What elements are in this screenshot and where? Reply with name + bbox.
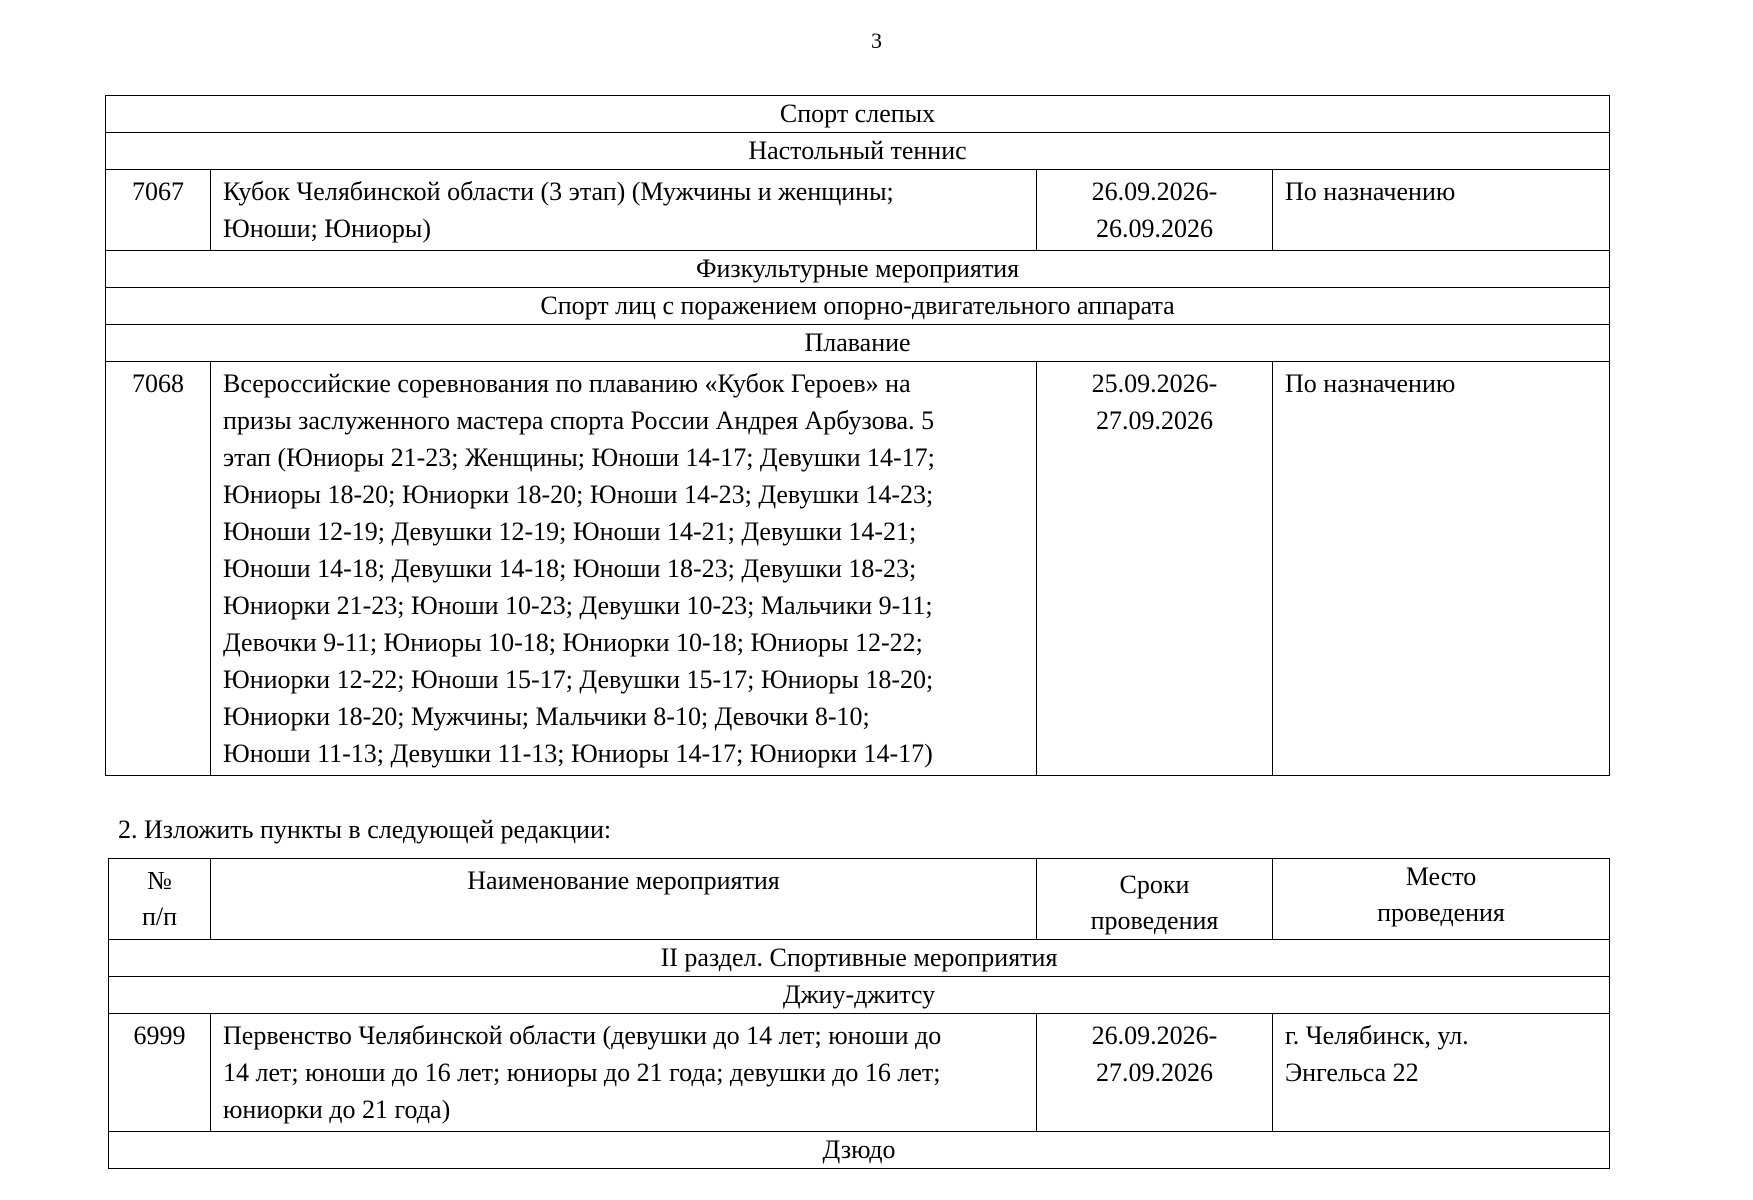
event-dates [1037, 170, 1273, 251]
event-name-line: Юниорки 12-22; Юноши 15-17; Девушки 15-17; Юниоры 18-20; [223, 665, 934, 694]
event-venue [1273, 170, 1610, 251]
events-table-amended [108, 858, 1610, 1169]
section-header: Настольный теннис [106, 133, 1610, 170]
event-name-line: 14 лет; юноши до 16 лет; юниоры до 21 года; девушки до 16 лет; [223, 1058, 941, 1087]
event-date-line: 26.09.2026- [1091, 1021, 1218, 1050]
section-header-row [106, 325, 1610, 362]
event-row [106, 170, 1610, 251]
event-name-line: Юноши 12-19; Девушки 12-19; Юноши 14-21; Девушки 14-21; [223, 517, 917, 546]
column-header-dates: Сроки проведения [1037, 859, 1273, 940]
event-name-line: Юниорки 21-23; Юноши 10-23; Девушки 10-23; Мальчики 9-11; [223, 591, 933, 620]
event-name-line: Юноши 14-18; Девушки 14-18; Юноши 18-23; Девушки 18-23; [223, 554, 917, 583]
section-header-row [109, 1132, 1610, 1169]
column-header-number: № п/п [109, 859, 211, 940]
event-dates [1037, 362, 1273, 776]
events-table-body [106, 96, 1610, 776]
event-number: 6999 [109, 1014, 211, 1132]
event-number: 7068 [106, 362, 211, 776]
event-venue-line: г. Челябинск, ул. [1285, 1021, 1469, 1050]
section-header-row [106, 288, 1610, 325]
event-venue [1273, 362, 1610, 776]
event-venue [1273, 1014, 1610, 1132]
event-date-line: 27.09.2026 [1096, 406, 1213, 435]
event-name-line: Первенство Челябинской области (девушки до 14 лет; юноши до [223, 1021, 942, 1050]
event-name-line: Всероссийские соревнования по плаванию «Кубок Героев» на [223, 369, 911, 398]
events-table-continued [105, 95, 1610, 776]
amendment-paragraph: 2. Изложить пункты в следующей редакции: [118, 815, 612, 844]
event-name [211, 362, 1037, 776]
event-row [106, 362, 1610, 776]
event-date-line: 26.09.2026 [1096, 214, 1213, 243]
event-venue-line: По назначению [1285, 177, 1456, 206]
section-header-row [106, 96, 1610, 133]
event-name-line: юниорки до 21 года) [223, 1095, 451, 1124]
event-name-line: Юниоры 18-20; Юниорки 18-20; Юноши 14-23; Девушки 14-23; [223, 480, 934, 509]
event-number: 7067 [106, 170, 211, 251]
events-table-body [109, 940, 1610, 1169]
section-header-row [106, 133, 1610, 170]
event-name-line: Юноши 11-13; Девушки 11-13; Юниоры 14-17; Юниорки 14-17) [223, 739, 933, 768]
event-name-line: Юниорки 18-20; Мужчины; Мальчики 8-10; Девочки 8-10; [223, 702, 870, 731]
event-name-line: Девочки 9-11; Юниоры 10-18; Юниорки 10-18; Юниоры 12-22; [223, 628, 923, 657]
column-header-venue: Место проведения [1273, 859, 1610, 940]
event-row [109, 1014, 1610, 1132]
section-header-row [109, 977, 1610, 1014]
event-venue-line: Энгельса 22 [1285, 1058, 1419, 1087]
section-header: Дзюдо [109, 1132, 1610, 1169]
section-header: Спорт слепых [106, 96, 1610, 133]
event-date-line: 27.09.2026 [1096, 1058, 1213, 1087]
event-venue-line: По назначению [1285, 369, 1456, 398]
event-name [211, 170, 1037, 251]
event-date-line: 26.09.2026- [1091, 177, 1218, 206]
event-name-line: этап (Юниоры 21-23; Женщины; Юноши 14-17; Девушки 14-17; [223, 443, 935, 472]
section-header-row [106, 251, 1610, 288]
event-name-line: Кубок Челябинской области (3 этап) (Мужчины и женщины; [223, 177, 894, 206]
section-header: Физкультурные мероприятия [106, 251, 1610, 288]
event-dates [1037, 1014, 1273, 1132]
event-date-line: 25.09.2026- [1091, 369, 1218, 398]
event-name-line: призы заслуженного мастера спорта России Андрея Арбузова. 5 [223, 406, 935, 435]
section-header: Спорт лиц с поражением опорно-двигательного аппарата [106, 288, 1610, 325]
section-header-row [109, 940, 1610, 977]
event-name-line: Юноши; Юниоры) [223, 214, 431, 243]
section-header: II раздел. Спортивные мероприятия [109, 940, 1610, 977]
section-header: Плавание [106, 325, 1610, 362]
column-header-event-name: Наименование мероприятия [211, 859, 1037, 940]
section-header: Джиу-джитсу [109, 977, 1610, 1014]
event-name [211, 1014, 1037, 1132]
page-number: 3 [871, 28, 882, 53]
column-header-row [109, 859, 1610, 940]
